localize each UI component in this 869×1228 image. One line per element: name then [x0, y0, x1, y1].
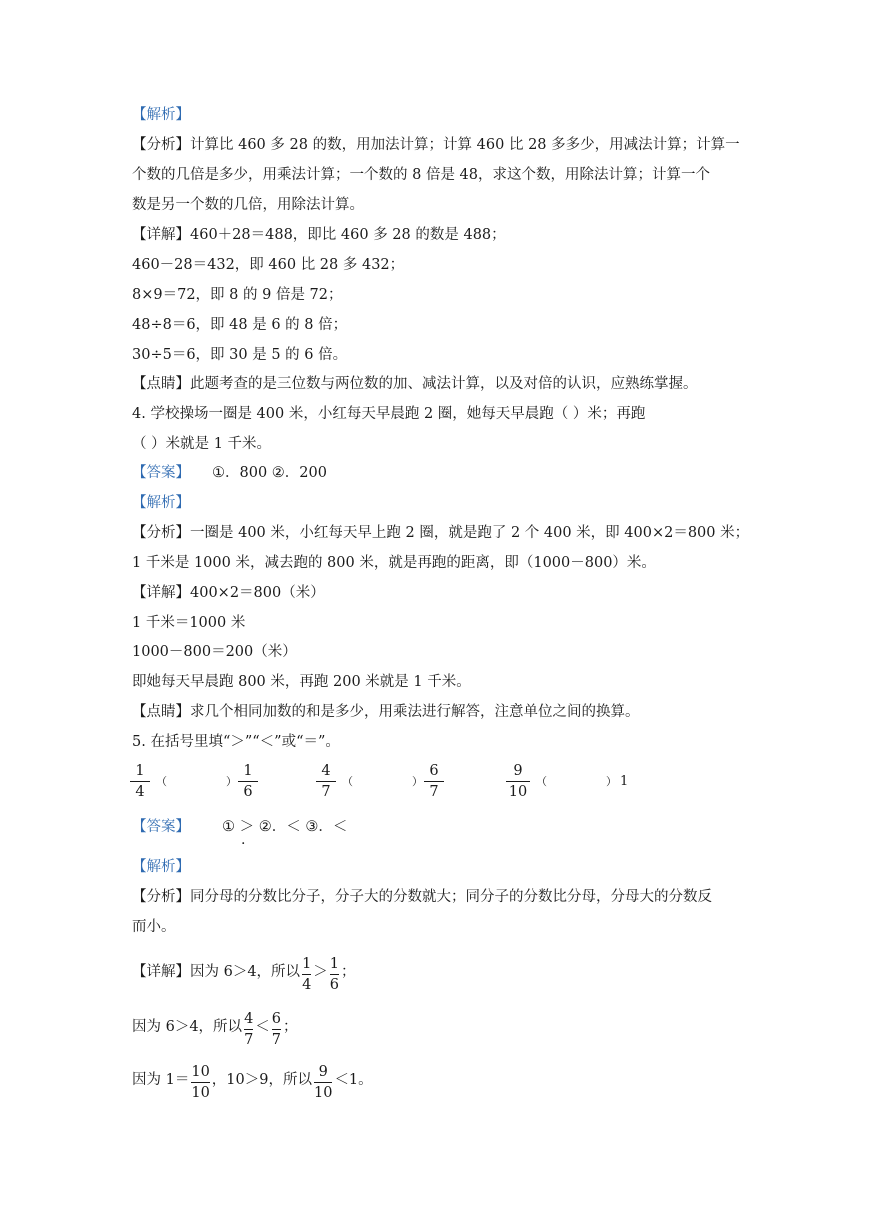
fraction-9-10 [504, 762, 532, 801]
denominator: 6 [329, 976, 340, 993]
detail-line [132, 583, 325, 603]
question-5-stem: 5. 在括号里填“＞”“＜”或“＝”。 [132, 734, 340, 750]
detail-line [132, 225, 506, 245]
fraction-1-6 [236, 762, 260, 801]
analysis-line [132, 887, 712, 907]
analysis-line: 而小。 [132, 919, 176, 935]
answer-line [132, 463, 327, 483]
answer-dot-mark: . [241, 832, 246, 848]
detail-line: 30÷5＝6，即 30 是 5 的 6 倍。 [132, 347, 348, 363]
detail-text: 因为 6＞4，所以 [132, 1019, 243, 1035]
denominator: 6 [243, 784, 253, 800]
fraction-6-7 [422, 762, 446, 801]
fraction-4-7 [314, 762, 338, 801]
jiexi-heading: 【解析】 [132, 107, 190, 123]
less-than-sign: ＜ [255, 1019, 270, 1035]
numerator: 6 [271, 1010, 282, 1027]
denominator: 10 [313, 1084, 333, 1101]
numerator: 9 [513, 763, 523, 779]
detail-line [132, 1005, 298, 1049]
detail-line: 48÷8＝6，即 48 是 6 的 8 倍； [132, 317, 348, 333]
jiexi-heading: 【解析】 [132, 859, 190, 875]
denominator: 10 [191, 1084, 210, 1101]
detail-line: 1000－800＝200（米） [132, 644, 297, 660]
numerator: 4 [321, 763, 331, 779]
comment-line [132, 374, 698, 394]
fraction-9-10 [314, 1063, 332, 1102]
analysis-line [132, 523, 749, 543]
fraction-bar [130, 781, 150, 782]
fraction-1-6 [330, 955, 339, 994]
answer-text: ① ＞ ②．＜ ③．＜ [222, 819, 348, 835]
numerator: 4 [244, 1010, 254, 1027]
jiexi-heading: 【解析】 [132, 495, 190, 511]
fraction-6-7 [272, 1010, 281, 1049]
detail-text: 460＋28＝488，即比 460 多 28 的数是 488； [190, 227, 506, 243]
fraction-bar [506, 781, 530, 782]
analysis-line: 个数的几倍是多少，用乘法计算；一个数的 8 倍是 48，求这个数，用除法计算；计算一个 [132, 167, 710, 183]
analysis-line [132, 135, 740, 155]
xiangjie-tag: 【详解】 [132, 585, 190, 601]
xiangjie-tag: 【详解】 [132, 964, 190, 980]
fraction-bar [191, 1082, 209, 1083]
blank-paren-open: （ [156, 775, 167, 788]
analysis-line: 数是另一个数的几倍，用除法计算。 [132, 197, 364, 213]
detail-line [132, 1058, 373, 1102]
dianjing-tag: 【点睛】 [132, 376, 190, 392]
xiangjie-tag: 【详解】 [132, 227, 190, 243]
blank-paren-close: ） [226, 775, 237, 788]
number-one: 1 [620, 774, 629, 789]
punctuation: ； [341, 964, 356, 980]
denominator: 7 [271, 1031, 282, 1048]
detail-line: 460－28＝432，即 460 比 28 多 432； [132, 257, 405, 273]
analysis-line: 1 千米是 1000 米，减去跑的 800 米，就是再跑的距离，即（1000－800）米。 [132, 555, 656, 571]
fenxi-tag: 【分析】 [132, 137, 190, 153]
fraction-bar [314, 1082, 332, 1083]
fraction-4-7 [244, 1010, 253, 1049]
dianjing-tag: 【点睛】 [132, 704, 190, 720]
question-4-stem: 4. 学校操场一圈是 400 米，小红每天早晨跑 2 圈，她每天早晨跑（ ）米；再跑 [132, 406, 646, 422]
numerator: 1 [243, 763, 253, 779]
denominator: 10 [508, 784, 528, 800]
denominator: 4 [135, 784, 145, 800]
punctuation: ； [283, 1019, 298, 1035]
detail-line: 1 千米＝1000 米 [132, 615, 246, 631]
fraction-bar [302, 974, 311, 975]
numerator: 10 [191, 1063, 210, 1080]
detail-line: 8×9＝72，即 8 的 9 倍是 72； [132, 287, 343, 303]
blank-paren-open: （ [342, 775, 353, 788]
denominator: 7 [244, 1031, 254, 1048]
detail-text: 400×2＝800（米） [190, 585, 325, 601]
denominator: 4 [302, 976, 312, 993]
greater-than-sign: ＞ [313, 964, 328, 980]
fraction-bar [272, 1029, 281, 1030]
answer-text: ①．800 ②．200 [212, 465, 327, 481]
detail-text: 因为 1＝ [132, 1072, 190, 1088]
detail-line [132, 950, 356, 994]
blank-paren-open: （ [536, 775, 547, 788]
fraction-bar [238, 781, 258, 782]
comment-line [132, 702, 640, 722]
denominator: 7 [321, 784, 331, 800]
fraction-bar [424, 781, 444, 782]
fraction-bar [316, 781, 336, 782]
numerator: 6 [429, 763, 439, 779]
fenxi-tag: 【分析】 [132, 525, 190, 541]
answer-line [132, 817, 347, 837]
analysis-text: 一圈是 400 米，小红每天早上跑 2 圈，就是跑了 2 个 400 米，即 400×2＝800 米； [190, 525, 750, 541]
detail-text: ，10＞9，所以 [211, 1072, 312, 1088]
numerator: 1 [135, 763, 145, 779]
fraction-1-4 [128, 762, 152, 801]
comment-text: 此题考查的是三位数与两位数的加、减法计算，以及对倍的认识，应熟练掌握。 [190, 376, 698, 392]
daan-tag: 【答案】 [132, 819, 190, 835]
blank-paren-close: ） [606, 775, 617, 788]
comment-text: 求几个相同加数的和是多少，用乘法进行解答，注意单位之间的换算。 [190, 704, 640, 720]
fraction-bar [244, 1029, 253, 1030]
fraction-1-4 [302, 955, 311, 994]
fenxi-tag: 【分析】 [132, 889, 190, 905]
fraction-bar [330, 974, 339, 975]
question-4-stem: （ ）米就是 1 千米。 [132, 436, 272, 452]
analysis-text: 计算比 460 多 28 的数，用加法计算；计算 460 比 28 多多少，用减法计算；计算一 [190, 137, 740, 153]
daan-tag: 【答案】 [132, 465, 190, 481]
numerator: 9 [318, 1063, 328, 1080]
numerator: 1 [329, 955, 340, 972]
blank-paren-close: ） [412, 775, 423, 788]
numerator: 1 [302, 955, 312, 972]
detail-text: 因为 6＞4，所以 [190, 964, 301, 980]
detail-text: ＜1。 [334, 1072, 373, 1088]
detail-line: 即她每天早晨跑 800 米，再跑 200 米就是 1 千米。 [132, 674, 471, 690]
denominator: 7 [429, 784, 439, 800]
analysis-text: 同分母的分数比分子，分子大的分数就大；同分子的分数比分母，分母大的分数反 [190, 889, 712, 905]
fraction-10-10 [191, 1063, 209, 1102]
